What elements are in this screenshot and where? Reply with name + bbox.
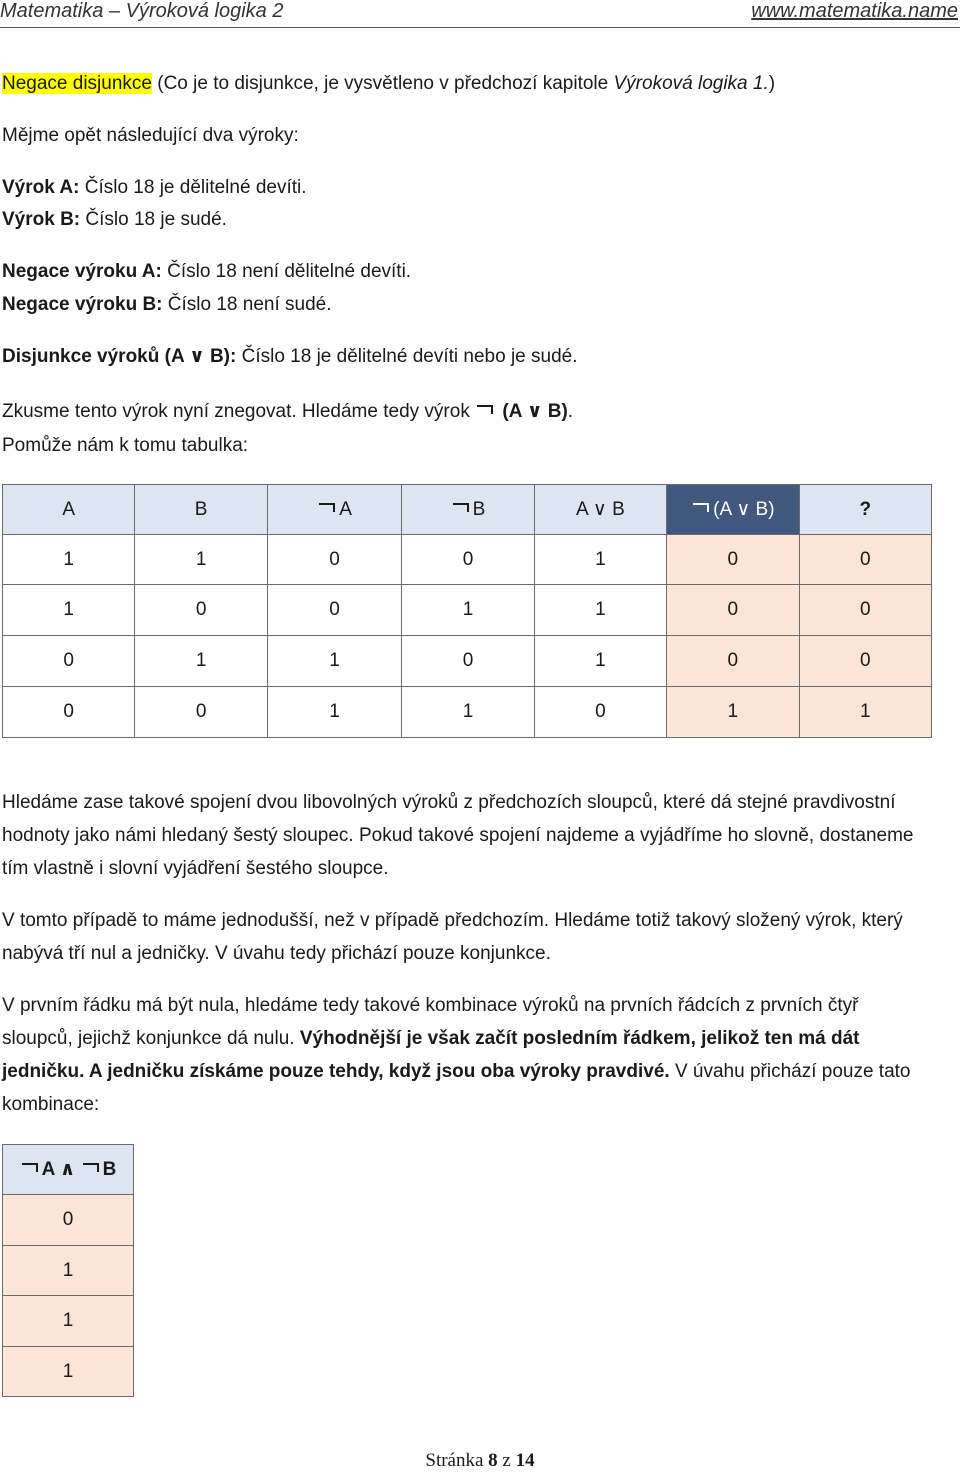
table-cell: 1 (799, 687, 931, 738)
table-cell: 0 (799, 535, 931, 585)
table-cell: 1 (534, 636, 666, 687)
table-row (3, 1347, 134, 1397)
header-divider (0, 27, 960, 28)
table-row (3, 1246, 134, 1296)
statement-a-text: Číslo 18 je dělitelné devíti. (79, 177, 307, 198)
table-cell: 0 (3, 1195, 134, 1246)
table-cell: 1 (3, 1347, 134, 1397)
table-cell: 1 (135, 535, 267, 585)
section-heading-line (2, 73, 775, 95)
website-link[interactable]: www.matematika.name (751, 0, 958, 22)
statement-b (2, 209, 227, 231)
statement-b-text: Číslo 18 je sudé. (80, 209, 227, 230)
heading-note-end: ) (768, 73, 776, 94)
table-cell: 1 (534, 535, 666, 585)
negation-a (2, 261, 411, 283)
table-row (3, 687, 932, 738)
negation-icon (319, 503, 335, 512)
header-cell: A (3, 485, 135, 535)
table-cell: 0 (135, 585, 267, 636)
negate-end: . (567, 401, 574, 422)
header-cell: B (135, 485, 267, 535)
paragraph-3-emphasis: Výhodnější je však začít posledním řádkem, jelikož ten má dát jedničku. A jedničku získáme pouze tehdy, když jsou oba výroky pravdivé. (2, 1028, 860, 1082)
negation-icon (693, 503, 709, 512)
table-cell: 0 (667, 535, 799, 585)
table-cell: 0 (534, 687, 666, 738)
negate-line (2, 401, 573, 423)
table-row (3, 636, 932, 687)
paragraph-2: V tomto případě to máme jednodušší, než v případě předchozím. Hledáme totiž takový složený výrok, který nabývá tří nul a jedničky. V úvahu tedy přichází pouze konjunkce. (2, 910, 903, 964)
intro-line: Mějme opět následující dva výroky: (2, 125, 299, 146)
table-row (3, 535, 932, 585)
conjunction-header-row (3, 1145, 134, 1195)
table-cell: 0 (799, 585, 931, 636)
negation-icon (22, 1163, 38, 1172)
negation-icon (477, 405, 493, 414)
table-row (3, 585, 932, 636)
table-cell: 0 (799, 636, 931, 687)
negation-icon (453, 503, 469, 512)
header-cell-highlight: (A ∨ B) (667, 485, 799, 535)
table-cell: 0 (267, 585, 401, 636)
negate-text: Zkusme tento výrok nyní znegovat. Hledáme tedy výrok (2, 401, 476, 422)
negation-a-text: Číslo 18 není dělitelné devíti. (161, 261, 412, 282)
table-cell: 0 (667, 636, 799, 687)
page-number: 8 (488, 1450, 498, 1471)
conjunction-table (2, 1144, 134, 1397)
table-cell: 0 (135, 687, 267, 738)
disjunction-label: Disjunkce výroků (A ∨ B): (2, 346, 237, 367)
table-row (3, 1296, 134, 1347)
conjunction-header: A ∧ B (3, 1145, 134, 1195)
statement-a (2, 177, 307, 199)
table-cell: 1 (3, 585, 135, 636)
statement-b-label: Výrok B: (2, 209, 81, 230)
table-intro: Pomůže nám k tomu tabulka: (2, 435, 249, 456)
section-heading: Negace disjunkce (2, 73, 152, 94)
header-cell-question: ? (799, 485, 931, 535)
table-cell: 1 (667, 687, 799, 738)
header-cell: A ∨ B (534, 485, 666, 535)
table-cell: 1 (3, 1296, 134, 1347)
paragraph-1: Hledáme zase takové spojení dvou libovolných výroků z předchozích sloupců, které dá stejné pravdivostní hodnoty jako námi hledaný šestý sloupec. Pokud takové spojení najdeme a vyjádříme ho slovně, dostaneme tím vlastně i slovní vyjádření šestého sloupce. (2, 792, 914, 879)
table-cell: 0 (3, 636, 135, 687)
truth-table (2, 484, 932, 738)
table-cell: 1 (534, 585, 666, 636)
page-total: 14 (515, 1450, 535, 1471)
footer-mid: z (497, 1450, 516, 1471)
page-footer (0, 1450, 960, 1472)
negation-a-label: Negace výroku A: (2, 261, 162, 282)
footer-prefix: Stránka (425, 1450, 489, 1471)
negation-b (2, 294, 332, 316)
table-cell: 0 (402, 636, 534, 687)
heading-note: (Co je to disjunkce, je vysvětleno v předchozí kapitole (151, 73, 614, 94)
paragraph-3-end: V úvahu přichází pouze tato kombinace: (2, 1061, 911, 1115)
chapter-reference: Výroková logika 1. (613, 73, 769, 94)
disjunction-text: Číslo 18 je dělitelné devíti nebo je sudé. (236, 346, 578, 367)
table-cell: 1 (267, 636, 401, 687)
table-cell: 0 (402, 535, 534, 585)
negate-expression: (A ∨ B) (502, 401, 568, 422)
table-cell: 1 (3, 535, 135, 585)
truth-table-header-row (3, 485, 932, 535)
table-cell: 0 (667, 585, 799, 636)
table-cell: 0 (267, 535, 401, 585)
table-cell: 1 (402, 585, 534, 636)
header-cell: A (267, 485, 401, 535)
negation-b-text: Číslo 18 není sudé. (162, 294, 332, 315)
page-header (0, 0, 960, 28)
disjunction-line (2, 346, 578, 368)
table-cell: 1 (267, 687, 401, 738)
negation-icon (83, 1163, 99, 1172)
statement-a-label: Výrok A: (2, 177, 80, 198)
table-cell: 1 (135, 636, 267, 687)
table-row (3, 1195, 134, 1246)
table-cell: 1 (402, 687, 534, 738)
header-cell: B (402, 485, 534, 535)
paragraph-3-start: V prvním řádku má být nula, hledáme tedy takové kombinace výroků na prvních řádcích z prvních čtyř sloupců, jejichž konjunkce dá nulu. (2, 995, 859, 1049)
negation-b-label: Negace výroku B: (2, 294, 163, 315)
table-cell: 1 (3, 1246, 134, 1296)
table-cell: 0 (3, 687, 135, 738)
document-title: Matematika – Výroková logika 2 (0, 0, 284, 22)
paragraph-3 (2, 989, 932, 1121)
